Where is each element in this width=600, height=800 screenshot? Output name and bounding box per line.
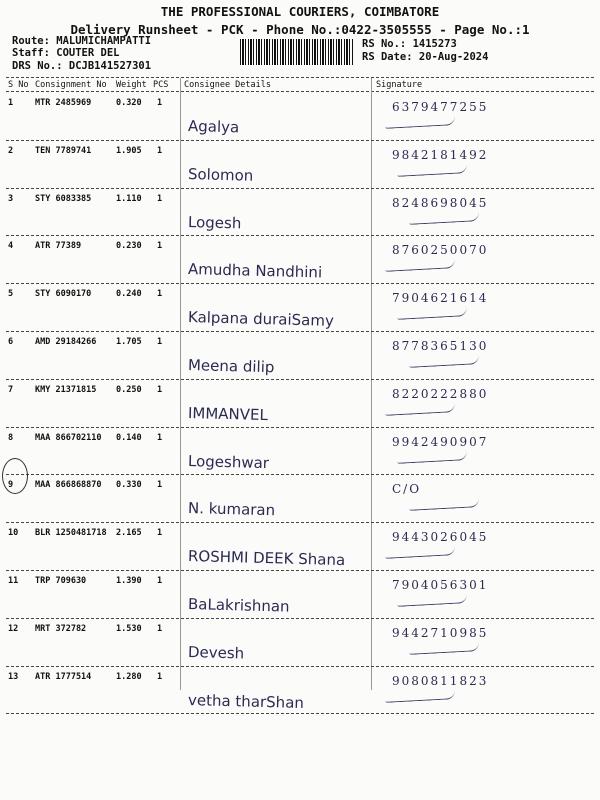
row-consignee-name: IMMANVEL [187, 403, 269, 424]
row-pcs: 1 [157, 623, 163, 634]
row-signature-phone: 8248698045 [392, 195, 489, 210]
row-consignment: TRP 709630 [35, 576, 87, 586]
signature-scribble [409, 355, 479, 368]
row-consignment: STY 6083385 [35, 193, 92, 204]
row-pcs: 1 [157, 289, 163, 300]
signature-scribble [385, 403, 455, 416]
row-consignee-name: Devesh [187, 642, 245, 663]
col-signature: Signature [376, 80, 423, 90]
row-consignee-name: BaLakrishnan [187, 595, 290, 616]
signature-scribble [385, 260, 455, 273]
table-top-rule [6, 77, 594, 78]
row-rule [6, 188, 594, 189]
runsheet-subtitle: Delivery Runsheet - PCK - Phone No.:0422-3505555 - Page No.:1 [70, 22, 530, 37]
row-consignment: ATR 77389 [35, 241, 82, 252]
row-sno: 4 [8, 241, 14, 252]
row-sno: 11 [8, 576, 19, 586]
row-rule [6, 713, 594, 714]
col-sno: S No [8, 80, 29, 90]
row-rule [6, 235, 594, 236]
rs-date: RS Date: 20-Aug-2024 [362, 51, 489, 63]
row-signature-phone: 9942490907 [392, 434, 489, 449]
signature-scribble [385, 690, 455, 703]
row-signature-phone: 9842181492 [392, 147, 489, 162]
row-sno: 13 [8, 671, 19, 682]
row-weight: 1.905 [116, 145, 142, 156]
row-pcs: 1 [157, 384, 163, 395]
row-sno: 2 [8, 145, 14, 156]
col-weight: Weight [116, 80, 147, 90]
barcode-image [240, 39, 353, 65]
header-rule [6, 91, 594, 92]
row-sno: 9 [8, 480, 14, 491]
row-weight: 0.140 [116, 432, 142, 443]
drs-number: DRS No.: DCJB141527301 [12, 60, 152, 72]
row-rule [6, 427, 594, 428]
company-title: THE PROFESSIONAL COURIERS, COIMBATORE [160, 4, 440, 19]
row-weight: 1.110 [116, 193, 142, 204]
row-signature-phone: 7904056301 [392, 578, 489, 592]
row-pcs: 1 [157, 576, 163, 586]
row-rule [6, 474, 594, 475]
row-signature-phone: 9443026045 [392, 530, 489, 545]
row-rule [6, 283, 594, 284]
row-sno: 7 [8, 384, 14, 395]
row-weight: 0.320 [116, 98, 142, 108]
row-rule [6, 331, 594, 332]
row-consignee-name: Agalya [187, 117, 240, 137]
row-consignment: TEN 7789741 [35, 145, 92, 156]
row-consignee-name: Meena dilip [187, 356, 275, 377]
col-consignment: Consignment No [35, 80, 107, 90]
row-pcs: 1 [157, 193, 163, 204]
row-signature-phone: 8760250070 [392, 243, 489, 258]
row-sno: 6 [8, 337, 14, 347]
row-weight: 0.250 [116, 384, 142, 395]
signature-divider [371, 78, 372, 690]
row-rule [6, 140, 594, 141]
route-label: Route: MALUMICHAMPATTI [12, 35, 152, 47]
row-signature-phone: C/O [392, 482, 422, 497]
row-weight: 1.705 [116, 337, 142, 347]
row-signature-phone: 9080811823 [392, 673, 489, 688]
row-signature-phone: 6379477255 [392, 100, 489, 114]
row-pcs: 1 [157, 98, 163, 108]
consignee-divider [180, 78, 181, 690]
col-pcs: PCS [153, 80, 169, 90]
row-weight: 0.240 [116, 289, 142, 300]
signature-scribble [385, 546, 455, 559]
row-consignment: BLR 1250481718 [35, 528, 107, 539]
signature-scribble [397, 307, 467, 320]
row-pcs: 1 [157, 432, 163, 443]
signature-scribble [409, 642, 479, 655]
row-consignment: AMD 29184266 [35, 337, 97, 347]
row-signature-phone: 8220222880 [392, 386, 489, 401]
row-consignee-name: Solomon [187, 164, 254, 185]
row-rule [6, 618, 594, 619]
signature-scribble [409, 212, 479, 225]
signature-scribble [385, 116, 455, 129]
row-consignee-name: N. kumaran [187, 499, 276, 520]
row-weight: 2.165 [116, 528, 142, 539]
row-sno: 12 [8, 623, 19, 634]
col-consignee: Consignee Details [184, 80, 271, 90]
row-weight: 0.230 [116, 241, 142, 252]
row-consignment: MRT 372782 [35, 623, 87, 634]
row-pcs: 1 [157, 145, 163, 156]
row-consignee-name: vetha tharShan [187, 690, 305, 712]
row-pcs: 1 [157, 337, 163, 347]
row-signature-phone: 7904621614 [392, 291, 489, 306]
row-weight: 1.280 [116, 671, 142, 682]
row-pcs: 1 [157, 671, 163, 682]
row-consignment: MTR 2485969 [35, 98, 92, 108]
signature-scribble [397, 164, 467, 177]
row-sno: 8 [8, 432, 14, 443]
row-sno: 3 [8, 193, 14, 204]
row-signature-phone: 8778365130 [392, 339, 489, 353]
row-rule [6, 379, 594, 380]
row-consignment: MAA 866868870 [35, 480, 102, 491]
row-weight: 0.330 [116, 480, 142, 491]
row-sno: 5 [8, 289, 14, 300]
row-consignee-name: Amudha Nandhini [187, 260, 323, 282]
handwritten-circle-mark [2, 458, 28, 494]
staff-label: Staff: COUTER DEL [12, 47, 120, 59]
row-consignment: KMY 21371815 [35, 384, 97, 395]
signature-scribble [397, 451, 467, 464]
row-consignee-name: ROSHMI DEEK Shana [187, 547, 346, 570]
row-rule [6, 570, 594, 571]
row-rule [6, 666, 594, 667]
rs-number: RS No.: 1415273 [362, 38, 457, 50]
row-signature-phone: 9442710985 [392, 625, 489, 640]
row-consignment: ATR 1777514 [35, 671, 92, 682]
row-weight: 1.390 [116, 576, 142, 586]
row-consignee-name: Logesh [187, 212, 242, 232]
row-pcs: 1 [157, 480, 163, 491]
row-pcs: 1 [157, 241, 163, 252]
signature-scribble [409, 499, 479, 512]
row-consignment: STY 6090170 [35, 289, 92, 300]
row-pcs: 1 [157, 528, 163, 539]
row-rule [6, 522, 594, 523]
row-weight: 1.530 [116, 623, 142, 634]
row-consignee-name: Kalpana duraiSamy [187, 308, 335, 331]
row-consignee-name: Logeshwar [187, 451, 270, 472]
row-sno: 10 [8, 528, 19, 539]
row-sno: 1 [8, 98, 14, 108]
signature-scribble [397, 594, 467, 607]
row-consignment: MAA 866702110 [35, 432, 102, 443]
